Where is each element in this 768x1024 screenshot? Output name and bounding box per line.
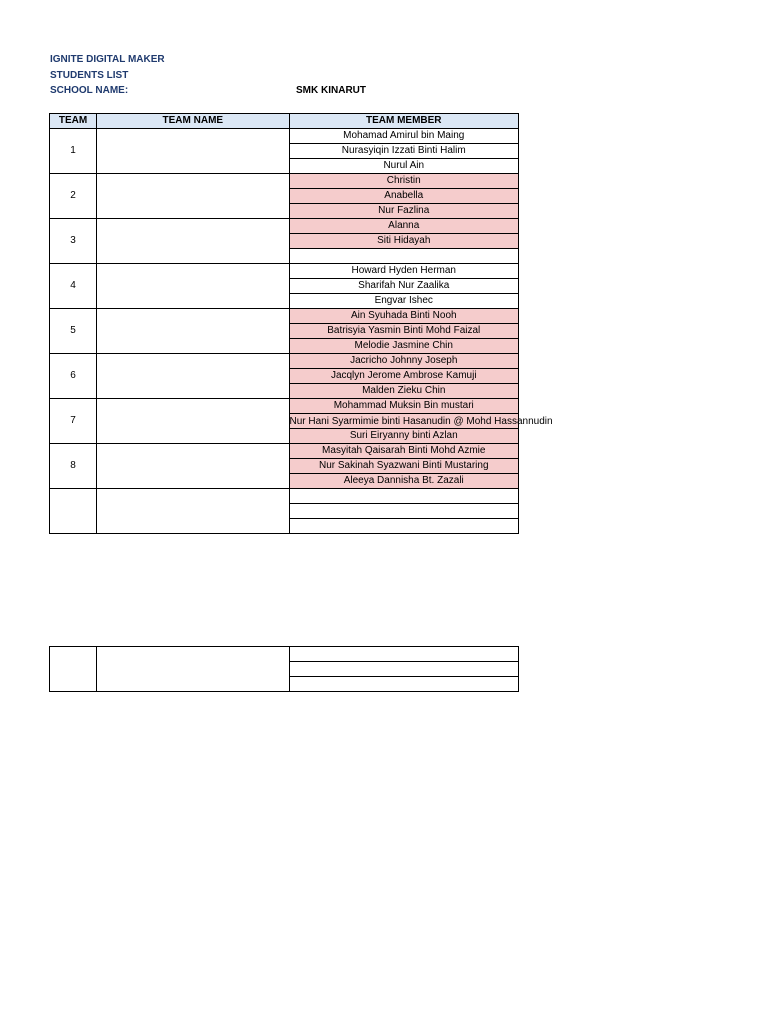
team-member-cell — [289, 489, 519, 504]
team-member-cell: Anabella — [289, 189, 519, 204]
school-name-label: SCHOOL NAME: — [50, 85, 129, 96]
team-name-cell — [97, 399, 289, 444]
team-number-cell: 1 — [50, 129, 97, 174]
table-header-row — [50, 114, 519, 129]
team-member-cell: Jacricho Johnny Joseph — [289, 354, 519, 369]
doc-title: IGNITE DIGITAL MAKER — [50, 54, 165, 65]
school-name-value: SMK KINARUT — [296, 85, 366, 96]
team-member-cell — [289, 249, 519, 264]
team-number-cell: 8 — [50, 444, 97, 489]
team-name-cell — [97, 354, 289, 399]
team-member-cell — [289, 647, 519, 662]
team-member-cell: Mohammad Muksin Bin mustari — [289, 399, 519, 414]
team-member-cell: Melodie Jasmine Chin — [289, 339, 519, 354]
team-number-cell: 4 — [50, 264, 97, 309]
team-member-cell: Sharifah Nur Zaalika — [289, 279, 519, 294]
team-name-cell — [97, 219, 289, 264]
team-member-cell: Nurasyiqin Izzati Binti Halim — [289, 144, 519, 159]
team-member-cell: Christin — [289, 174, 519, 189]
table-row — [50, 489, 519, 504]
table-row — [50, 129, 519, 144]
team-member-cell: Nur Hani Syarmimie binti Hasanudin @ Mohd Hassannudin — [289, 415, 553, 427]
team-member-cell: Masyitah Qaisarah Binti Mohd Azmie — [289, 444, 519, 459]
team-member-cell — [289, 504, 519, 519]
team-member-cell: Jacqlyn Jerome Ambrose Kamuji — [289, 369, 519, 384]
table-row — [50, 647, 519, 662]
team-number-cell: 3 — [50, 219, 97, 264]
team-number-cell: 2 — [50, 174, 97, 219]
team-member-cell: Nur Fazlina — [289, 204, 519, 219]
team-number-cell: 6 — [50, 354, 97, 399]
team-member-cell — [289, 677, 519, 692]
doc-subtitle: STUDENTS LIST — [50, 70, 129, 81]
team-member-cell: Mohamad Amirul bin Maing — [289, 129, 519, 144]
team-name-cell — [97, 174, 289, 219]
team-name-cell — [97, 489, 289, 534]
table-row — [50, 264, 519, 279]
team-member-cell: Aleeya Dannisha Bt. Zazali — [289, 474, 519, 489]
students-table — [49, 113, 553, 534]
team-member-cell: Nur Sakinah Syazwani Binti Mustaring — [289, 459, 519, 474]
team-name-cell — [97, 647, 289, 692]
team-member-cell: Alanna — [289, 219, 519, 234]
table-row — [50, 219, 519, 234]
team-member-cell: Siti Hidayah — [289, 234, 519, 249]
team-number-cell — [50, 647, 97, 692]
team-number-cell: 7 — [50, 399, 97, 444]
extra-team-table — [49, 646, 519, 692]
team-member-cell: Ain Syuhada Binti Nooh — [289, 309, 519, 324]
team-member-cell: Nurul Ain — [289, 159, 519, 174]
team-member-cell — [289, 519, 519, 534]
column-header-team: TEAM — [50, 114, 97, 129]
column-header-team-name: TEAM NAME — [97, 114, 289, 129]
team-member-cell: Batrisyia Yasmin Binti Mohd Faizal — [289, 324, 519, 339]
team-name-cell — [97, 444, 289, 489]
team-member-cell: Engvar Ishec — [289, 294, 519, 309]
table-row — [50, 399, 519, 414]
team-name-cell — [97, 129, 289, 174]
team-number-cell: 5 — [50, 309, 97, 354]
team-number-cell — [50, 489, 97, 534]
table-row — [50, 174, 519, 189]
table-row — [50, 309, 519, 324]
team-member-cell: Howard Hyden Herman — [289, 264, 519, 279]
team-member-cell: Suri Eiryanny binti Azlan — [289, 429, 519, 444]
team-name-cell — [97, 309, 289, 354]
table-row — [50, 444, 519, 459]
team-name-cell — [97, 264, 289, 309]
column-header-team-member: TEAM MEMBER — [289, 114, 519, 129]
team-member-cell — [289, 662, 519, 677]
team-member-cell: Malden Zieku Chin — [289, 384, 519, 399]
table-row — [50, 354, 519, 369]
